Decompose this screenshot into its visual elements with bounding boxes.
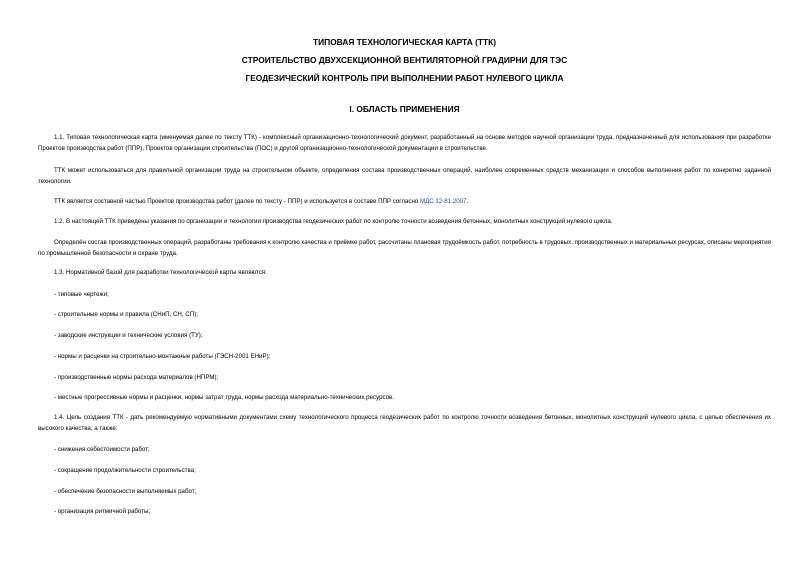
paragraph-ttk-part	[38, 197, 771, 208]
paragraph-ttk-part-end: .	[466, 198, 469, 205]
paragraph-1-3: 1.3. Нормативной базой для разработки технологической карты являются:	[54, 269, 267, 276]
list-item: - обеспечение безопасности выполняемых работ;	[54, 488, 197, 495]
list-item: - местные прогрессивные нормы и расценки, нормы затрат труда, нормы расхода материально-технических ресурсов.	[54, 394, 395, 401]
list-item: - производственные нормы расхода материалов (НПРМ);	[54, 374, 219, 381]
document-title: ТИПОВАЯ ТЕХНОЛОГИЧЕСКАЯ КАРТА (ТТК)	[312, 37, 497, 47]
list-item: - нормы и расценки на строительно-монтажные работы (ГЭСН-2001 ЕНиР);	[54, 353, 271, 360]
paragraph-operations: Определён состав производственных операций, разработаны требования к контролю качества и приёмке работ, рассчитаны плановая трудоёмкость работ, потребность в трудовых, производственных и материальных ресурсах, описаны мероприятия по промышленной безопасности и охране труда.	[38, 239, 771, 257]
paragraph-ttk-usage: ТТК может использоваться для правильной организации труда на строительном объекте, определения состава производственных операций, наиболее современных средств механизации и способов выполнения работ по конкретно заданной технологии.	[38, 167, 771, 185]
paragraph-ttk-part-text: ТТК является составной частью Проектов производства работ (далее по тексту - ППР) и используется в составе ППР согласно	[54, 198, 420, 205]
mds-link[interactable]: МДС 12-81.2007	[419, 198, 467, 205]
document-subtitle: СТРОИТЕЛЬСТВО ДВУХСЕКЦИОННОЙ ВЕНТИЛЯТОРНОЙ ГРАДИРНИ ДЛЯ ТЭС	[241, 55, 568, 65]
list-item: - организация ритмичной работы;	[54, 508, 151, 515]
list-item: - сокращение продолжительности строительства;	[54, 467, 196, 474]
paragraph-1-4: 1.4. Цель создания ТТК - дать рекомендуемую нормативными документами схему технологического процесса геодезических работ по контролю точности возведения бетонных, монолитных конструкций нулевого цикла, с целью обеспечения их высокого качества, а также:	[38, 414, 771, 432]
section-heading: I. ОБЛАСТЬ ПРИМЕНЕНИЯ	[349, 104, 460, 114]
document-topic: ГЕОДЕЗИЧЕСКИЙ КОНТРОЛЬ ПРИ ВЫПОЛНЕНИИ РАБОТ НУЛЕВОГО ЦИКЛА	[245, 73, 564, 83]
list-item: - заводские инструкции и технические условия (ТУ);	[54, 332, 203, 339]
list-item: - снижения себестоимости работ;	[54, 446, 150, 453]
paragraph-1-2: 1.2. В настоящей ТТК приведены указания по организации и технологии производства геодезических работ по контролю точности возведения бетонных, монолитных конструкций нулевого цикла.	[54, 218, 613, 225]
paragraph-1-1: 1.1. Типовая технологическая карта (именуемая далее по тексту ТТК) - комплексный организационно-технологический документ, разработанный на основе методов научной организации труда, предназначенный для использования при разработке Проектов производства работ (ППР), Проектов организации строительства (ПОС) и другой организационно-технологической документации в строительстве.	[38, 134, 771, 152]
list-item: - типовые чертежи;	[54, 291, 109, 298]
list-item: - строительные нормы и правила (СНиП, СН, СП);	[54, 311, 198, 318]
